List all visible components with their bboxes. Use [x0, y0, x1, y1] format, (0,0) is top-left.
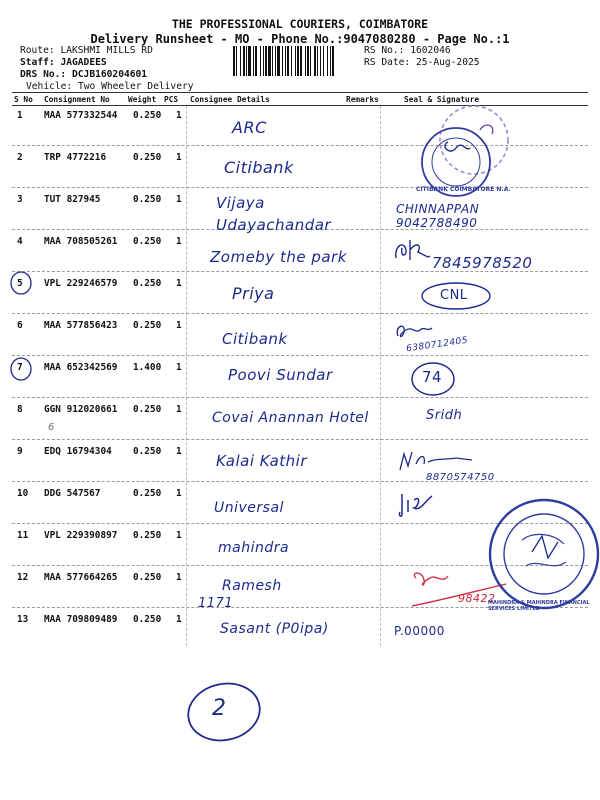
- row-11-sno: 11: [17, 530, 29, 541]
- row-11-consignee: mahindra: [218, 540, 290, 556]
- document-title: THE PROFESSIONAL COURIERS, COIMBATORE: [171, 17, 429, 31]
- row-11-consignment: VPL 229390897: [44, 530, 118, 541]
- rs-date-value: 25-Aug-2025: [416, 57, 480, 68]
- row-8-weight: 0.250: [133, 404, 162, 415]
- row-6-weight: 0.250: [133, 320, 162, 331]
- row-10-consignee: Universal: [214, 500, 284, 516]
- row-4-pcs: 1: [176, 236, 182, 247]
- row-7-signature: 74: [422, 368, 443, 386]
- row-9-consignee: Kalai Kathir: [216, 452, 308, 470]
- col-weight: Weight: [128, 95, 157, 104]
- row-12-note-mark: 1171: [198, 596, 234, 611]
- row-4-consignment: MAA 708505261: [44, 236, 118, 247]
- row-3-weight: 0.250: [133, 194, 162, 205]
- row-2-consignee: Citibank: [224, 158, 294, 177]
- route-value: LAKSHMI MILLS RD: [60, 45, 153, 56]
- drs-label: DRS No.:: [20, 69, 67, 80]
- row-6-consignment: MAA 577856423: [44, 320, 118, 331]
- row-2-sno: 2: [17, 152, 23, 163]
- row-11-pcs: 1: [176, 530, 182, 541]
- row-13-weight: 0.250: [133, 614, 162, 625]
- row-1-pcs: 1: [176, 110, 182, 121]
- col-remarks: Remarks: [346, 95, 379, 104]
- row-13-sno: 13: [17, 614, 29, 625]
- staff-line: [20, 57, 107, 68]
- row-4-consignee: Zomeby the park: [210, 248, 347, 266]
- row-4-weight: 0.250: [133, 236, 162, 247]
- document-subtitle: Delivery Runsheet - MO - Phone No.:9047080280 - Page No.:1: [90, 32, 510, 46]
- row-7-consignee: Poovi Sundar: [228, 366, 333, 384]
- mahindra-stamp: [482, 496, 600, 614]
- row-1-sno: 1: [17, 110, 23, 121]
- citibank-stamp-text: CITIBANK COIMBATORE N.A.: [416, 186, 511, 193]
- row-9-signature-scribble: [396, 448, 476, 474]
- col-sno: S No: [14, 95, 33, 104]
- staff-label: Staff:: [20, 57, 55, 68]
- row-5-consignment: VPL 229246579: [44, 278, 118, 289]
- row-11-weight: 0.250: [133, 530, 162, 541]
- row-9-weight: 0.250: [133, 446, 162, 457]
- row-2-pcs: 1: [176, 152, 182, 163]
- row-4-sno: 4: [17, 236, 23, 247]
- row-8-note-mark: 6: [48, 422, 55, 433]
- row-7-weight: 1.400: [133, 362, 162, 373]
- row-2-weight: 0.250: [133, 152, 162, 163]
- row-3-sno: 3: [17, 194, 23, 205]
- vehicle-value: Two Wheeler Delivery: [78, 81, 194, 92]
- row-12-consignee: Ramesh: [222, 578, 282, 594]
- row-13-consignment: MAA 709809489: [44, 614, 118, 625]
- row-3-signature: CHINNAPPAN 9042788490: [396, 202, 480, 230]
- row-7-sno: 7: [17, 362, 23, 373]
- row-8-pcs: 1: [176, 404, 182, 415]
- row-10-sno: 10: [17, 488, 29, 499]
- rs-date-label: RS Date:: [364, 57, 411, 68]
- row-9-pcs: 1: [176, 446, 182, 457]
- col-consignee: Consignee Details: [190, 95, 270, 104]
- barcode: [233, 46, 361, 76]
- row-6-signature-scribble: [394, 320, 434, 342]
- row-7-pcs: 1: [176, 362, 182, 373]
- mahindra-stamp-text: MAHINDRA & MAHINDRA FINANCIAL SERVICES LIMITED: [488, 600, 590, 612]
- rs-no-label: RS No.:: [364, 45, 405, 56]
- row-7-consignment: MAA 652342569: [44, 362, 118, 373]
- col-consignment: Consignment No: [44, 95, 110, 104]
- row-5-pcs: 1: [176, 278, 182, 289]
- vehicle-label: Vehicle:: [26, 81, 73, 92]
- row-10-signature-scribble: [396, 490, 436, 520]
- vehicle-line: [26, 81, 194, 92]
- row-10-pcs: 1: [176, 488, 182, 499]
- row-8-signature: Sridh: [426, 408, 463, 423]
- row-8-sno: 8: [17, 404, 23, 415]
- row-1-consignee: ARC: [232, 118, 267, 137]
- row-4-signature-scribble: [392, 236, 432, 264]
- row-9-sno: 9: [17, 446, 23, 457]
- row-12-consignment: MAA 577664265: [44, 572, 118, 583]
- drs-value: DCJB160204601: [72, 69, 148, 80]
- row-5-weight: 0.250: [133, 278, 162, 289]
- row-4-signature: 7845978520: [432, 254, 533, 272]
- route-label: Route:: [20, 45, 55, 56]
- row-1-consignment: MAA 577332544: [44, 110, 118, 121]
- page-total: 2: [212, 696, 227, 721]
- row-9-consignment: EDQ 16794304: [44, 446, 112, 457]
- rs-no-line: [364, 45, 451, 56]
- header-rule-top: [12, 92, 588, 93]
- row-6-sno: 6: [17, 320, 23, 331]
- row-separator: [12, 397, 588, 398]
- row-6-signature: 6380712405: [405, 335, 469, 355]
- row-3-consignee: Vijaya Udayachandar: [216, 194, 332, 234]
- row-9-signature: 8870574750: [426, 472, 495, 483]
- drs-line: [20, 69, 147, 80]
- row-10-weight: 0.250: [133, 488, 162, 499]
- row-6-consignee: Citibank: [222, 330, 288, 348]
- row-1-weight: 0.250: [133, 110, 162, 121]
- row-8-consignment: GGN 912020661: [44, 404, 118, 415]
- rs-date-line: [364, 57, 480, 68]
- row-10-consignment: DDG 547567: [44, 488, 101, 499]
- row-separator: [12, 313, 588, 314]
- row-12-weight: 0.250: [133, 572, 162, 583]
- row-8-consignee: Covai Anannan Hotel: [212, 410, 369, 426]
- row-5-consignee: Priya: [232, 284, 275, 303]
- route-line: [20, 45, 153, 56]
- col-signature: Seal & Signature: [404, 95, 480, 104]
- row-separator: [12, 481, 588, 482]
- col-pcs: PCS: [164, 95, 179, 104]
- staff-value: JAGADEES: [60, 57, 107, 68]
- row-12-pcs: 1: [176, 572, 182, 583]
- row-3-consignment: TUT 827945: [44, 194, 101, 205]
- row-5-signature: CNL: [440, 288, 468, 303]
- row-12-sno: 12: [17, 572, 29, 583]
- row-5-sno: 5: [17, 278, 23, 289]
- row-3-pcs: 1: [176, 194, 182, 205]
- rs-no-value: 1602046: [410, 45, 451, 56]
- row-13-signature: P.00000: [394, 624, 445, 638]
- row-12-signature: 98422: [458, 592, 496, 605]
- row-6-pcs: 1: [176, 320, 182, 331]
- row-separator: [12, 355, 588, 356]
- row-13-consignee: Sasant (P0ipa): [220, 621, 329, 637]
- row-2-consignment: TRP 4772216: [44, 152, 107, 163]
- row-13-pcs: 1: [176, 614, 182, 625]
- row-separator: [12, 439, 588, 440]
